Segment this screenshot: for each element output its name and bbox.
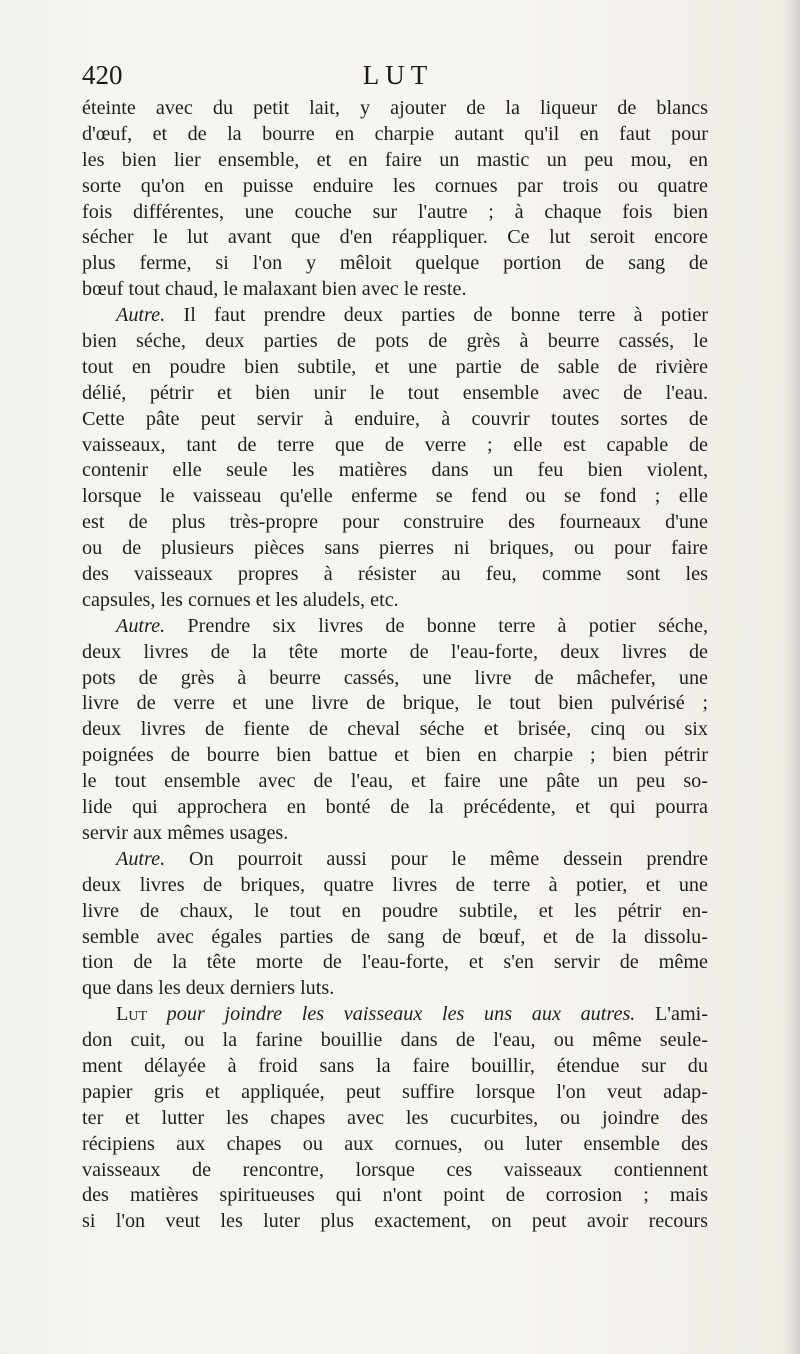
text-line: vaisseaux, tant de terre que de verre ; elle est capable de [82, 433, 708, 456]
text-line: papier gris et appliquée, peut suffire lorsque l'on veut adap- [82, 1080, 708, 1103]
page-spine-shadow [782, 0, 800, 1354]
text-line: récipiens aux chapes ou aux cornues, ou luter ensemble des [82, 1132, 708, 1155]
text-line: Cette pâte peut servir à enduire, à couvrir toutes sortes de [82, 407, 708, 430]
text-line: est de plus très-propre pour construire des fourneaux d'une [82, 511, 708, 534]
text-line: contenir elle seule les matières dans un feu bien violent, [82, 459, 708, 482]
text-line: des matières spiritueuses qui n'ont point de corrosion ; mais [82, 1184, 708, 1207]
text-line: capsules, les cornues et les aludels, etc. [82, 588, 399, 611]
text-line: livre de verre et une livre de brique, le tout bien pulvérisé ; [82, 692, 708, 715]
text-line: bien séche, deux parties de pots de grès à beurre cassés, le [82, 330, 708, 353]
text-line: si l'on veut les luter plus exactement, on peut avoir recours [82, 1210, 708, 1233]
body-text [82, 96, 708, 1235]
text-line: d'œuf, et de la bourre en charpie autant qu'il en faut pour [82, 122, 708, 145]
text-line: le tout ensemble avec de l'eau, et faire une pâte un peu so- [82, 770, 708, 793]
text-line: tion de la tête morte de l'eau-forte, et s'en servir de même [82, 951, 708, 974]
text-line: que dans les deux derniers luts. [82, 977, 335, 1000]
paragraph-start-autre-3: Autre. On pourroit aussi pour le même dessein prendre [116, 847, 708, 870]
text-line: bœuf tout chaud, le malaxant bien avec le reste. [82, 278, 467, 301]
text-line: fois différentes, une couche sur l'autre ; à chaque fois bien [82, 200, 708, 223]
paragraph-lead: Autre. [116, 847, 166, 870]
paragraph-lead: Autre. [116, 614, 166, 637]
text-line: les bien lier ensemble, et en faire un mastic un peu mou, en [82, 148, 708, 171]
text-line: lide qui approchera en bonté de la précédente, et qui pourra [82, 796, 708, 819]
text-line: délié, pétrir et bien unir le tout ensemble avec de l'eau. [82, 381, 708, 404]
text-line: ou de plusieurs pièces sans pierres ni briques, ou pour faire [82, 537, 708, 560]
paragraph-start-lut: Lut pour joindre les vaisseaux les uns aux autres. L'ami- [116, 1003, 708, 1026]
page-header [82, 58, 714, 94]
text-line: deux livres de fiente de cheval séche et brisée, cinq ou six [82, 718, 708, 741]
text-line: pots de grès à beurre cassés, une livre de mâchefer, une [82, 666, 708, 689]
text-line: semble avec égales parties de sang de bœuf, et de la dissolu- [82, 925, 708, 948]
paragraph-start-autre-2: Autre. Prendre six livres de bonne terre à potier séche, [116, 614, 708, 637]
text-line: lorsque le vaisseau qu'elle enferme se fend ou se fond ; elle [82, 485, 708, 508]
text-line: tout en poudre bien subtile, et une partie de sable de rivière [82, 355, 708, 378]
text-line: éteinte avec du petit lait, y ajouter de la liqueur de blancs [82, 97, 708, 119]
paragraph-lead-italic: pour joindre les vaisseaux les uns aux autres. [166, 1003, 636, 1026]
text-line: ter et lutter les chapes avec les cucurbites, ou joindre des [82, 1106, 708, 1129]
text-line: livre de chaux, le tout en poudre subtile, et les pétrir en- [82, 899, 708, 922]
text-line: vaisseaux de rencontre, lorsque ces vaisseaux contiennent [82, 1158, 708, 1181]
text-line: servir aux mêmes usages. [82, 821, 289, 844]
paragraph-lead: Autre. [116, 304, 166, 327]
running-head: LUT [362, 60, 434, 90]
paragraph-lead-caps: Lut [116, 1003, 147, 1026]
text-line: sécher le lut avant que d'en réappliquer. Ce lut seroit encore [82, 226, 708, 249]
text-line: ment délayée à froid sans la faire bouillir, étendue sur du [82, 1054, 708, 1077]
text-line: don cuit, ou la farine bouillie dans de l'eau, ou même seule- [82, 1029, 708, 1052]
text-line: plus ferme, si l'on y mêloit quelque portion de sang de [82, 252, 708, 275]
text-line: deux livres de briques, quatre livres de terre à potier, et une [82, 873, 708, 896]
text-line: poignées de bourre bien battue et bien en charpie ; bien pétrir [82, 744, 708, 767]
page-number: 420 [82, 60, 123, 90]
text-line: des vaisseaux propres à résister au feu, comme sont les [82, 563, 708, 586]
text-line: sorte qu'on en puisse enduire les cornues par trois ou quatre [82, 174, 708, 197]
text-line: deux livres de la tête morte de l'eau-forte, deux livres de [82, 640, 708, 663]
paragraph-start-autre-1: Autre. Il faut prendre deux parties de bonne terre à potier [116, 304, 708, 327]
